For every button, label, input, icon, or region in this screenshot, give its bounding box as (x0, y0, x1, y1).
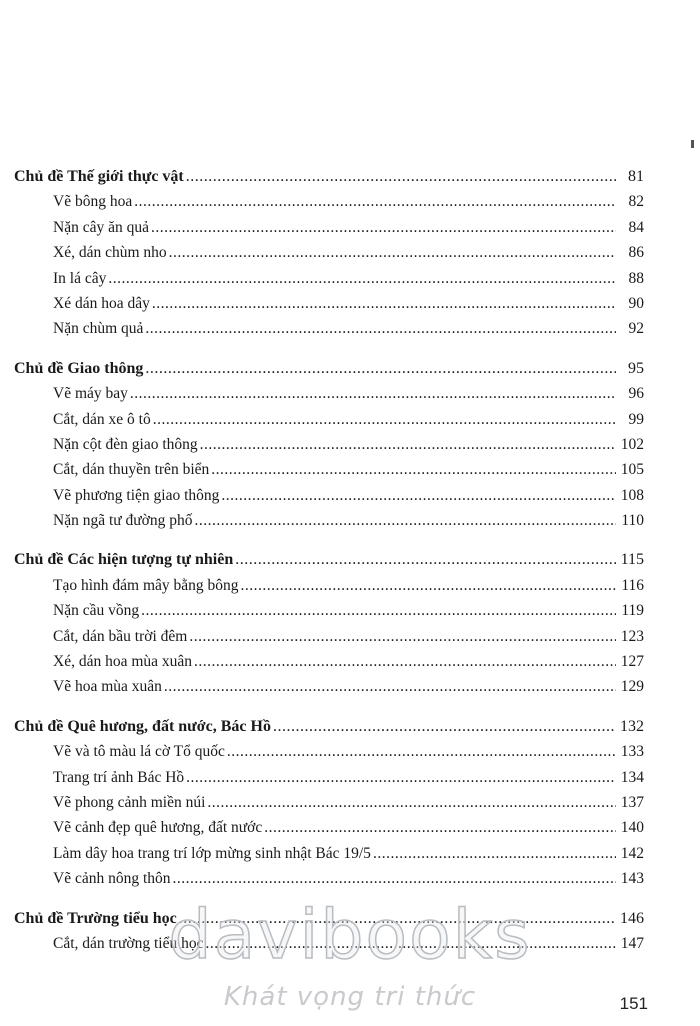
dot-leader (141, 602, 616, 620)
entry-page-number: 140 (620, 819, 644, 837)
entry-title: Vẽ máy bay (53, 385, 128, 403)
toc-entry (0, 295, 700, 320)
entry-title: Vẽ cảnh đẹp quê hương, đất nước (53, 819, 263, 837)
entry-title: Cắt, dán xe ô tô (53, 410, 151, 428)
entry-title: Nặn cột đèn giao thông (53, 435, 198, 453)
entry-title: Cắt, dán trường tiểu học (53, 934, 204, 952)
entry-title: Vẽ phương tiện giao thông (53, 486, 220, 504)
dot-leader (145, 320, 616, 338)
dot-leader (108, 270, 616, 288)
entry-title: Nặn cầu vồng (53, 602, 140, 620)
entry-title: In lá cây (53, 269, 107, 287)
toc-section (0, 360, 700, 538)
entry-page-number: 102 (620, 435, 644, 453)
entry-title: Vẽ bông hoa (53, 193, 133, 211)
section-title: Chủ đề Các hiện tượng tự nhiên (14, 551, 234, 569)
entry-page-number: 147 (620, 934, 644, 952)
toc-entry (0, 487, 700, 512)
table-of-contents (0, 168, 700, 974)
toc-entry (0, 845, 700, 870)
entry-page-number: 88 (628, 269, 644, 287)
toc-section-heading (0, 360, 700, 385)
toc-entry (0, 270, 700, 295)
dot-leader (221, 487, 616, 505)
entry-page-number: 129 (620, 678, 644, 696)
entry-title: Xé, dán chùm nho (53, 244, 167, 262)
toc-entry (0, 653, 700, 678)
watermark-slogan: Khát vọng tri thức (223, 982, 477, 1012)
entry-page-number: 119 (621, 602, 644, 620)
dot-leader (130, 385, 616, 403)
entry-title: Cắt, dán thuyền trên biển (53, 461, 210, 479)
dot-leader (173, 870, 616, 888)
dot-leader (152, 295, 616, 313)
entry-page-number: 134 (620, 768, 644, 786)
entry-page-number: 99 (628, 410, 644, 428)
entry-title: Vẽ phong cảnh miền núi (53, 793, 206, 811)
section-page-number: 81 (628, 168, 644, 185)
dot-leader (189, 628, 616, 646)
toc-entry (0, 411, 700, 436)
entry-title: Làm dây hoa trang trí lớp mừng sinh nhật Bác 19/5 (53, 844, 371, 862)
dot-leader (227, 743, 616, 761)
entry-page-number: 86 (628, 244, 644, 262)
dot-leader (273, 718, 616, 736)
entry-page-number: 127 (620, 653, 644, 671)
toc-entry (0, 577, 700, 602)
toc-entry (0, 819, 700, 844)
dot-leader (153, 411, 616, 429)
dot-leader (264, 819, 616, 837)
section-page-number: 132 (620, 717, 644, 735)
toc-entry (0, 461, 700, 486)
entry-title: Nặn cây ăn quả (53, 218, 149, 236)
scan-edge-mark (691, 140, 694, 148)
toc-entry (0, 628, 700, 653)
dot-leader (373, 845, 616, 863)
toc-section (0, 168, 700, 346)
toc-entry (0, 436, 700, 461)
toc-entry (0, 385, 700, 410)
entry-page-number: 133 (620, 743, 644, 761)
entry-page-number: 92 (628, 320, 644, 338)
entry-page-number: 108 (620, 486, 644, 504)
dot-leader (195, 512, 616, 530)
dot-leader (169, 244, 616, 262)
entry-title: Nặn chùm quả (53, 320, 144, 338)
entry-page-number: 123 (620, 627, 644, 645)
entry-title: Xé, dán hoa mùa xuân (53, 653, 193, 671)
section-title: Chủ đề Giao thông (14, 359, 144, 377)
entry-page-number: 90 (628, 294, 644, 312)
toc-entry (0, 769, 700, 794)
entry-page-number: 110 (621, 512, 644, 530)
dot-leader (151, 219, 616, 237)
entry-page-number: 84 (628, 218, 644, 236)
dot-leader (186, 769, 616, 787)
entry-title: Vẽ hoa mùa xuân (53, 678, 162, 696)
entry-page-number: 116 (621, 576, 644, 594)
entry-page-number: 82 (628, 193, 644, 211)
entry-title: Tạo hình đám mây bằng bông (53, 576, 239, 594)
entry-title: Trang trí ảnh Bác Hồ (53, 768, 185, 786)
page-number: 151 (619, 994, 648, 1013)
dot-leader (134, 193, 616, 211)
toc-entry (0, 320, 700, 345)
toc-section-heading (0, 718, 700, 743)
entry-page-number: 142 (620, 844, 644, 862)
dot-leader (164, 678, 616, 696)
entry-title: Xé dán hoa dây (53, 294, 150, 312)
dot-leader (211, 461, 616, 479)
dot-leader (235, 551, 616, 569)
section-title: Chủ đề Quê hương, đất nước, Bác Hồ (14, 717, 271, 735)
toc-section-heading (0, 551, 700, 576)
dot-leader (186, 168, 616, 186)
toc-entry (0, 244, 700, 269)
toc-entry (0, 193, 700, 218)
toc-section (0, 718, 700, 896)
dot-leader (207, 794, 616, 812)
entry-title: Vẽ và tô màu lá cờ Tổ quốc (53, 743, 225, 761)
entry-page-number: 96 (628, 385, 644, 403)
section-page-number: 146 (620, 909, 644, 927)
dot-leader (194, 653, 616, 671)
dot-leader (241, 577, 616, 595)
section-page-number: 115 (620, 551, 644, 569)
toc-entry (0, 678, 700, 703)
entry-title: Vẽ cảnh nông thôn (53, 870, 171, 888)
toc-entry (0, 512, 700, 537)
watermark-brand: davibooks (168, 896, 532, 975)
entry-page-number: 137 (620, 793, 644, 811)
section-title: Chủ đề Thế giới thực vật (14, 168, 184, 185)
dot-leader (145, 360, 616, 378)
toc-section-heading (0, 168, 700, 193)
toc-entry (0, 743, 700, 768)
entry-page-number: 105 (620, 461, 644, 479)
dot-leader (200, 436, 616, 454)
section-page-number: 95 (628, 359, 644, 377)
toc-section (0, 551, 700, 703)
toc-entry (0, 794, 700, 819)
section-title: Chủ đề Trường tiểu học (14, 909, 177, 927)
entry-page-number: 143 (620, 870, 644, 888)
toc-entry (0, 602, 700, 627)
toc-entry (0, 870, 700, 895)
toc-entry (0, 219, 700, 244)
entry-title: Nặn ngã tư đường phố (53, 512, 193, 530)
entry-title: Cắt, dán bầu trời đêm (53, 627, 188, 645)
